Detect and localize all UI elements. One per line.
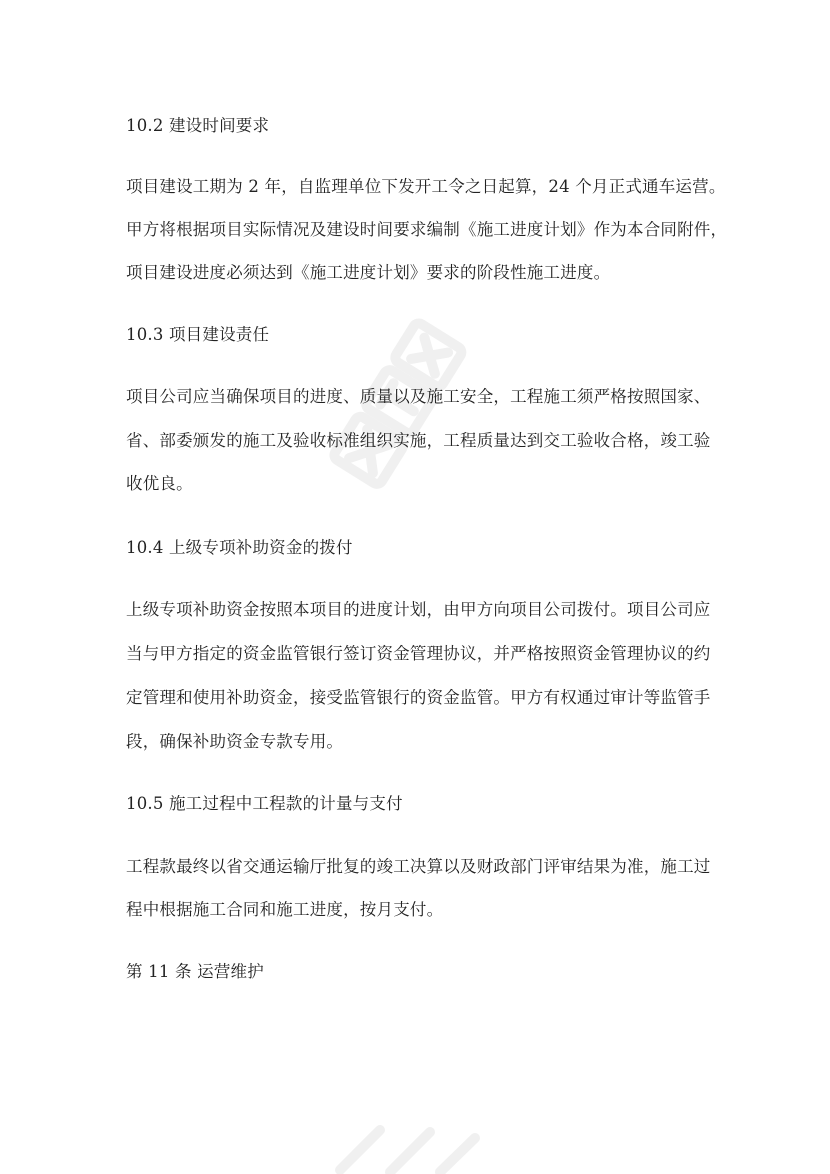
paragraph-line: 收优良。 bbox=[126, 474, 193, 493]
paragraph-line: 定管理和使用补助资金，接受监管银行的资金监管。甲方有权通过审计等监管手 bbox=[126, 688, 711, 707]
article-heading-11: 第 11 条 运营维护 bbox=[126, 962, 264, 981]
paragraph-line: 项目建设工期为 2 年，自监理单位下发开工令之日起算，24 个月正式通车运营。 bbox=[126, 177, 726, 196]
section-heading-10-2: 10.2 建设时间要求 bbox=[126, 116, 270, 135]
paragraph-line: 项目公司应当确保项目的进度、质量以及施工安全，工程施工须严格按照国家、 bbox=[126, 387, 711, 406]
watermark-icon bbox=[300, 1110, 500, 1174]
paragraph-line: 程中根据施工合同和施工进度，按月支付。 bbox=[126, 900, 444, 919]
paragraph-line: 项目建设进度必须达到《施工进度计划》要求的阶段性施工进度。 bbox=[126, 263, 611, 282]
paragraph-line: 上级专项补助资金按照本项目的进度计划，由甲方向项目公司拨付。项目公司应 bbox=[126, 600, 711, 619]
section-heading-10-3: 10.3 项目建设责任 bbox=[126, 325, 270, 344]
section-heading-10-4: 10.4 上级专项补助资金的拨付 bbox=[126, 538, 353, 557]
section-heading-10-5: 10.5 施工过程中工程款的计量与支付 bbox=[126, 794, 403, 813]
paragraph-line: 甲方将根据项目实际情况及建设时间要求编制《施工进度计划》作为本合同附件， bbox=[126, 220, 728, 239]
paragraph-line: 工程款最终以省交通运输厅批复的竣工决算以及财政部门评审结果为准，施工过 bbox=[126, 857, 711, 876]
paragraph-line: 当与甲方指定的资金监管银行签订资金管理协议，并严格按照资金管理协议的约 bbox=[126, 644, 711, 663]
paragraph-line: 段，确保补助资金专款专用。 bbox=[126, 732, 344, 751]
paragraph-line: 省、部委颁发的施工及验收标准组织实施，工程质量达到交工验收合格，竣工验 bbox=[126, 431, 711, 450]
